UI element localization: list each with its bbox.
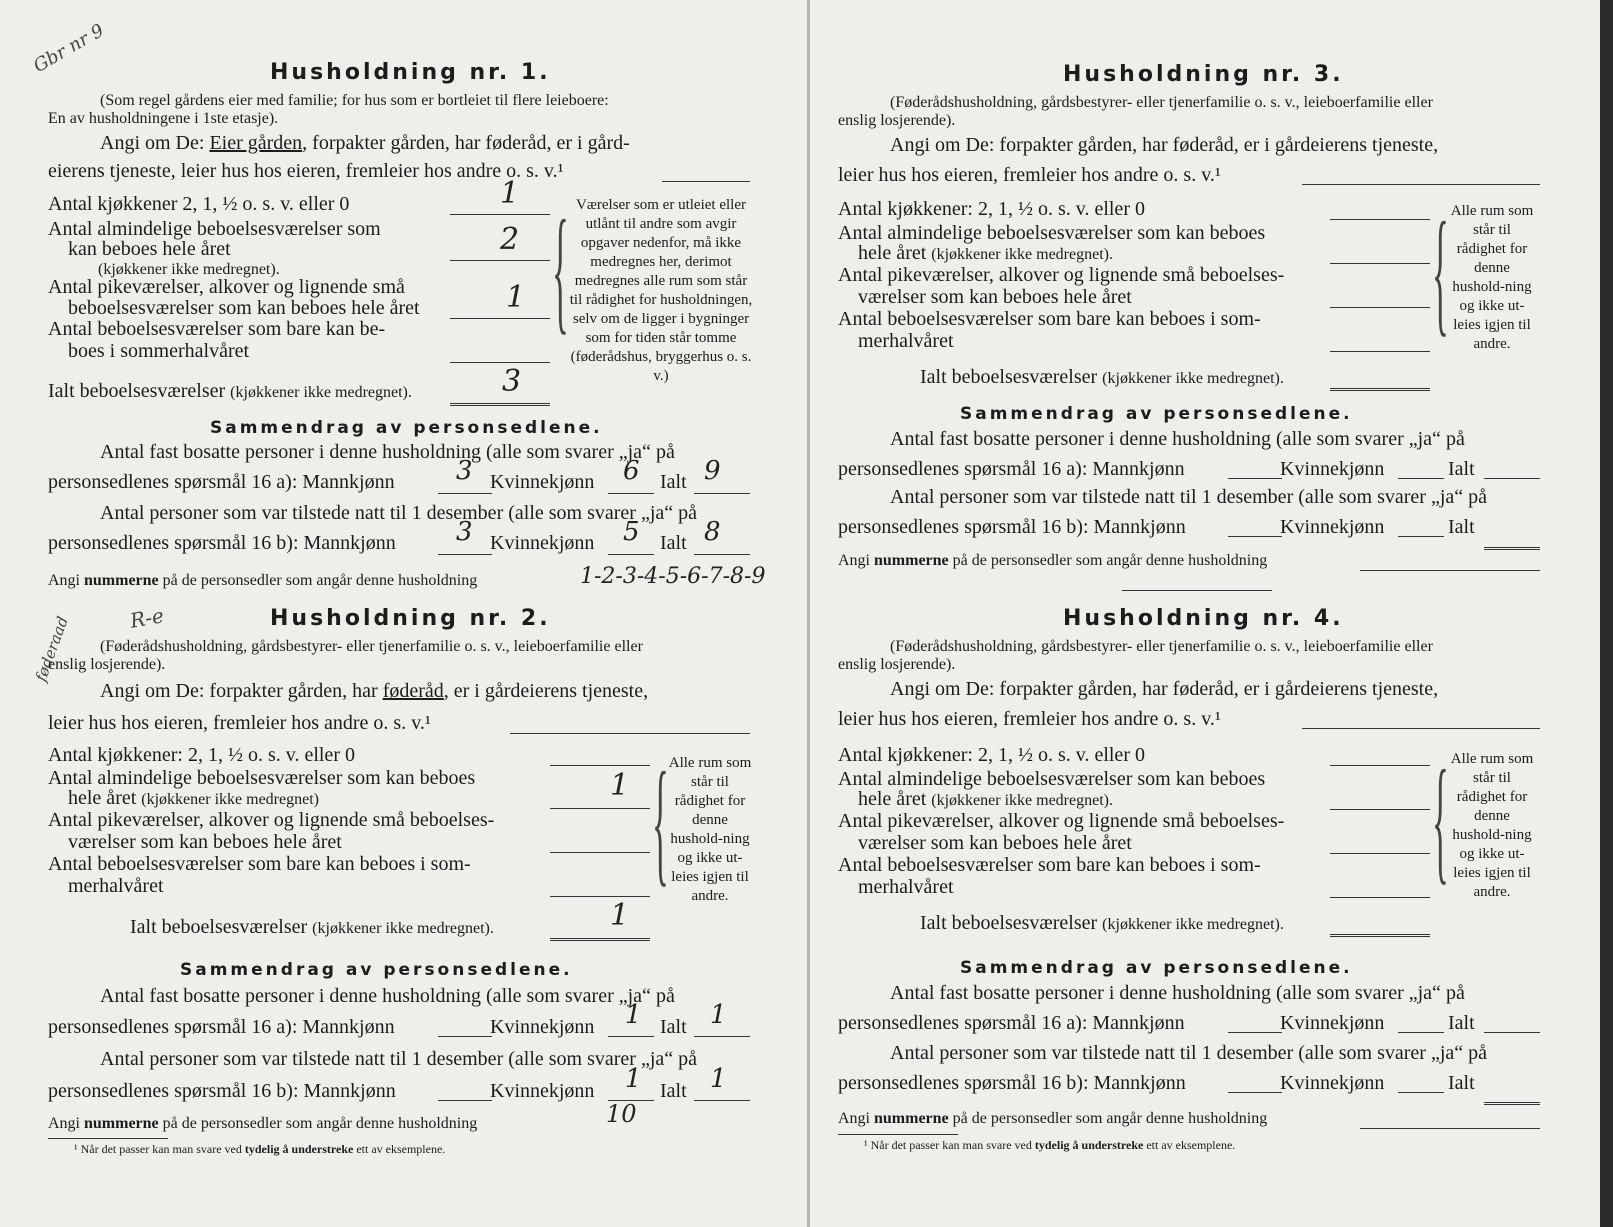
h1-ialt-value: 3: [502, 364, 522, 399]
h4-b-kvinne-line: [1398, 1092, 1444, 1093]
h3-fast2: personsedlenes spørsmål 16 a): Mannkjønn: [838, 458, 1185, 480]
h2-note2: enslig losjerende).: [48, 656, 166, 673]
h2-note: (Føderådshusholdning, gårdsbestyrer- eller tjenerfamilie o. s. v., leieboerfamilie eller: [100, 638, 643, 655]
h1-angi-blank: [662, 181, 750, 182]
h4-angi-blank: [1302, 728, 1540, 729]
h3-angi1: Angi om De: forpakter gården, har føderåd, er i gårdeierens tjeneste,: [890, 134, 1439, 156]
h4-fast2: personsedlenes spørsmål 16 a): Mannkjønn: [838, 1012, 1185, 1034]
h3-ialt-line: [1330, 388, 1430, 391]
h1-alm-line: [450, 260, 550, 261]
h2-alm3: (kjøkkener ikke medregnet): [141, 791, 319, 808]
h1-sammendrag: Sammendrag av personsedlene.: [210, 418, 603, 438]
h2-sammendrag: Sammendrag av personsedlene.: [180, 960, 573, 980]
h1-tilst2: personsedlenes spørsmål 16 b): Mannkjønn: [48, 532, 396, 554]
h3-alm3: (kjøkkener ikke medregnet).: [931, 246, 1113, 263]
h1-nummer-value: 1-2-3-4-5-6-7-8-9: [580, 564, 766, 589]
h2-pike2: værelser som kan beboes hele året: [68, 831, 342, 853]
h2-angi-blank: [510, 733, 750, 734]
h2-tilst2: personsedlenes spørsmål 16 b): Mannkjønn: [48, 1080, 396, 1102]
h2-nummer-pre: Angi: [48, 1115, 80, 1132]
h4-footnote-bold: tydelig å understreke: [1034, 1138, 1144, 1152]
h2-a-kvinne-label: Kvinnekjønn: [490, 1016, 595, 1038]
h3-a-ialt-line: [1484, 478, 1540, 479]
h2-tilst1: Antal personer som var tilstede natt til 1 desember (alle som svarer „ja“ på: [100, 1048, 698, 1070]
h2-footnote-post: ett av eksemplene.: [356, 1142, 446, 1156]
h2-nummer-bold: nummerne: [84, 1115, 159, 1132]
h4-tilst2: personsedlenes spørsmål 16 b): Mannkjønn: [838, 1072, 1186, 1094]
h2-ialt-value: 1: [610, 898, 630, 933]
h4-b-mann-line: [1228, 1092, 1282, 1093]
h3-alm1: Antal almindelige beboelsesværelser som kan beboes: [838, 222, 1266, 244]
h1-a-mann-line: [438, 493, 492, 494]
h2-angi-line: [100, 680, 648, 703]
h4-brace: {: [1432, 742, 1449, 897]
h3-sammendrag: Sammendrag av personsedlene.: [960, 404, 1353, 424]
h1-angi-answer: Eier gården: [209, 132, 303, 154]
h3-kjokkener-label: Antal kjøkkener: 2, 1, ½ o. s. v. eller 0: [838, 198, 1145, 220]
h1-a-kvinne: 6: [623, 456, 640, 486]
h3-pike2: værelser som kan beboes hele året: [858, 286, 1132, 308]
h4-nummer-post: på de personsedler som angår denne husholdning: [952, 1110, 1268, 1127]
h1-nummer-line: [48, 572, 477, 590]
h3-nummer-line: [838, 552, 1267, 570]
h2-ialt-line: [130, 916, 494, 939]
h1-ialt-note: (kjøkkener ikke medregnet).: [230, 384, 412, 401]
h1-ialt-label: Ialt beboelsesværelser: [48, 380, 226, 402]
h1-title: Husholdning nr. 1.: [270, 60, 551, 85]
h4-a-mann-line: [1228, 1032, 1282, 1033]
h1-pike1: Antal pikeværelser, alkover og lignende små: [48, 276, 405, 298]
h3-nummer-bold: nummerne: [874, 552, 949, 569]
h1-pike-value: 1: [506, 280, 526, 315]
h1-a-kvinne-line: [608, 493, 654, 494]
h1-kjokkener-label: Antal kjøkkener 2, 1, ½ o. s. v. eller 0: [48, 193, 350, 215]
h1-angi-line3: eierens tjeneste, leier hus hos eieren, fremleier hos andre o. s. v.¹: [48, 160, 564, 182]
h4-alm2-line: [858, 788, 1113, 811]
h4-footnote: [864, 1138, 1235, 1153]
h1-angi-line: [100, 132, 630, 155]
h4-angi1: Angi om De: forpakter gården, har føderåd, er i gårdeierens tjeneste,: [890, 678, 1439, 700]
h1-b-ialt-line: [694, 554, 750, 555]
h3-fast1: Antal fast bosatte personer i denne husholdning (alle som svarer „ja“ på: [890, 428, 1465, 450]
h1-kjokkener-line: [450, 214, 550, 215]
h4-a-ialt-label: Ialt: [1448, 1012, 1475, 1034]
h3-b-ialt-line: [1484, 547, 1540, 550]
h1-a-ialt-label: Ialt: [660, 471, 687, 493]
h1-nummer-pre: Angi: [48, 572, 80, 589]
h3-section-divider: [1122, 590, 1272, 591]
h4-b-ialt-label: Ialt: [1448, 1072, 1475, 1094]
h4-nummer-line: [838, 1110, 1267, 1128]
h3-nummer-line-blank: [1360, 570, 1540, 571]
h1-ialt-line: [450, 403, 550, 406]
h4-sommer-line: [1330, 897, 1430, 898]
h2-angi-rest: , er i gårdeierens tjeneste,: [443, 680, 649, 702]
h3-angi-blank: [1302, 184, 1540, 185]
h1-fast2: personsedlenes spørsmål 16 a): Mannkjønn: [48, 471, 395, 493]
h2-ialt-line: [550, 938, 650, 941]
h3-alm-line: [1330, 263, 1430, 264]
h1-b-mann: 3: [456, 517, 473, 547]
h4-sommer1: Antal beboelsesværelser som bare kan beboes i som-: [838, 854, 1261, 876]
h4-pike2: værelser som kan beboes hele året: [858, 832, 1132, 854]
h4-note: (Føderådshusholdning, gårdsbestyrer- eller tjenerfamilie o. s. v., leieboerfamilie eller: [890, 638, 1433, 655]
h2-title: Husholdning nr. 2.: [270, 606, 551, 631]
h2-fast1: Antal fast bosatte personer i denne husholdning (alle som svarer „ja“ på: [100, 985, 675, 1007]
h3-a-ialt-label: Ialt: [1448, 458, 1475, 480]
h1-note: (Som regel gårdens eier med familie; for hus som er bortleiet til flere leieboere:: [100, 92, 609, 109]
h3-b-kvinne-line: [1398, 536, 1444, 537]
h2-margin-mark: R-e: [128, 603, 166, 633]
h1-sommer2: boes i sommerhalvåret: [68, 340, 250, 362]
h4-sammendrag: Sammendrag av personsedlene.: [960, 958, 1353, 978]
h4-side-note: Alle rum som står til rådighet for denne hushold-ning og ikke ut-leies igjen til andre.: [1450, 751, 1534, 900]
h1-pike2: beboelsesværelser som kan beboes hele året: [68, 297, 420, 319]
h1-a-ialt: 9: [704, 456, 721, 486]
h1-note2: En av husholdningene i 1ste etasje).: [48, 110, 279, 127]
h1-pike-line: [450, 318, 550, 319]
h1-nummer-post: på de personsedler som angår denne husholdning: [162, 572, 478, 589]
h3-nummer-post: på de personsedler som angår denne husholdning: [952, 552, 1268, 569]
h2-angi-answer: føderåd: [382, 680, 444, 702]
h2-a-kvinne-line: [608, 1036, 654, 1037]
left-column: [40, 0, 800, 1227]
h4-footnote-pre: ¹ Når det passer kan man svare ved: [864, 1138, 1032, 1152]
h2-alm-value: 1: [610, 768, 630, 803]
h2-alm2: hele året: [68, 787, 137, 809]
h4-kjokkener-line: [1330, 765, 1430, 766]
h4-nummer-bold: nummerne: [874, 1110, 949, 1127]
margin-note-top-left: Gbr nr 9: [29, 20, 108, 77]
h1-alm1: Antal almindelige beboelsesværelser som: [48, 218, 381, 240]
h2-angi-line3: leier hus hos eieren, fremleier hos andre o. s. v.¹: [48, 712, 431, 734]
h4-pike-line: [1330, 853, 1430, 854]
h4-ialt-note: (kjøkkener ikke medregnet).: [1102, 916, 1284, 933]
h2-pike-line: [550, 852, 650, 853]
h3-alm2-line: [858, 242, 1113, 265]
h2-fast2: personsedlenes spørsmål 16 a): Mannkjønn: [48, 1016, 395, 1038]
h4-pike1: Antal pikeværelser, alkover og lignende små beboelses-: [838, 810, 1285, 832]
h3-a-mann-line: [1228, 478, 1282, 479]
h1-b-kvinne: 5: [623, 517, 640, 547]
h2-footnote-rule: [48, 1138, 168, 1139]
h4-b-kvinne-label: Kvinnekjønn: [1280, 1072, 1385, 1094]
h1-a-kvinne-label: Kvinnekjønn: [490, 471, 595, 493]
h1-angi-label: Angi om De:: [100, 132, 205, 154]
h4-a-ialt-line: [1484, 1032, 1540, 1033]
h4-alm1: Antal almindelige beboelsesværelser som kan beboes: [838, 768, 1266, 790]
h3-sommer1: Antal beboelsesværelser som bare kan beboes i som-: [838, 308, 1261, 330]
h2-kjokkener-line: [550, 765, 650, 766]
h4-alm2: hele året: [858, 788, 927, 810]
margin-note-left-side: føderaad: [31, 614, 72, 684]
h2-kjokkener-label: Antal kjøkkener: 2, 1, ½ o. s. v. eller 0: [48, 744, 355, 766]
h3-note: (Føderådshusholdning, gårdsbestyrer- eller tjenerfamilie o. s. v., leieboerfamilie eller: [890, 94, 1433, 111]
h2-b-kvinne-label: Kvinnekjønn: [490, 1080, 595, 1102]
h1-alm3: (kjøkkener ikke medregnet).: [98, 261, 280, 278]
h1-a-ialt-line: [694, 493, 750, 494]
h1-side-note: Værelser som er utleiet eller utlånt til andre som avgir opgaver nedenfor, må ikke medregnes her, derimot medregnes alle rum som står til rådighet for husholdningen, selv om de ligger i bygninger som for tiden står tomme (føderådshus, bryggerhus o. s. v.): [569, 197, 753, 384]
h3-tilst2: personsedlenes spørsmål 16 b): Mannkjønn: [838, 516, 1186, 538]
h4-nummer-line-blank: [1360, 1128, 1540, 1129]
h2-b-ialt-label: Ialt: [660, 1080, 687, 1102]
h2-b-mann-line: [438, 1100, 492, 1101]
h3-tilst1: Antal personer som var tilstede natt til 1 desember (alle som svarer „ja“ på: [890, 486, 1488, 508]
h4-nummer-pre: Angi: [838, 1110, 870, 1127]
h1-alm2: kan beboes hele året: [68, 238, 231, 260]
h4-kjokkener-label: Antal kjøkkener: 2, 1, ½ o. s. v. eller 0: [838, 744, 1145, 766]
h1-tilst1: Antal personer som var tilstede natt til 1 desember (alle som svarer „ja“ på: [100, 502, 698, 524]
right-column: [830, 0, 1590, 1227]
h1-angi-rest: , forpakter gården, har føderåd, er i gård-: [302, 132, 630, 154]
h2-angi-label: Angi om De: forpakter gården, har: [100, 680, 378, 702]
h4-ialt-line: [1330, 934, 1430, 937]
h2-nummer-value: 10: [606, 1100, 637, 1128]
h2-a-ialt: 1: [710, 1000, 727, 1030]
h3-brace: {: [1432, 194, 1449, 349]
h3-alm2: hele året: [858, 242, 927, 264]
h3-side-note: Alle rum som står til rådighet for denne hushold-ning og ikke ut-leies igjen til andre.: [1450, 203, 1534, 352]
h2-side-note: Alle rum som står til rådighet for denne hushold-ning og ikke ut-leies igjen til andre.: [668, 755, 752, 904]
h2-a-kvinne: 1: [625, 1000, 642, 1030]
h3-ialt-label: Ialt beboelsesværelser: [920, 366, 1098, 388]
h3-b-ialt-label: Ialt: [1448, 516, 1475, 538]
h2-ialt-note: (kjøkkener ikke medregnet).: [312, 920, 494, 937]
h2-b-kvinne: 1: [625, 1064, 642, 1094]
h3-kjokkener-line: [1330, 219, 1430, 220]
h4-footnote-rule: [838, 1134, 958, 1135]
h4-angi3: leier hus hos eieren, fremleier hos andre o. s. v.¹: [838, 708, 1221, 730]
h1-b-mann-line: [438, 554, 492, 555]
h2-footnote-bold: tydelig å understreke: [244, 1142, 354, 1156]
h2-footnote-pre: ¹ Når det passer kan man svare ved: [74, 1142, 242, 1156]
h3-nummer-pre: Angi: [838, 552, 870, 569]
h2-nummer-line: [48, 1115, 477, 1133]
h2-alm2-line: [68, 787, 319, 810]
h2-sommer-line: [550, 896, 650, 897]
h1-b-ialt-label: Ialt: [660, 532, 687, 554]
h1-b-ialt: 8: [704, 517, 721, 547]
h1-ialt-line: [48, 380, 412, 403]
h3-note2: enslig losjerende).: [838, 112, 956, 129]
h2-ialt-label: Ialt beboelsesværelser: [130, 916, 308, 938]
h4-a-kvinne-line: [1398, 1032, 1444, 1033]
h4-fast1: Antal fast bosatte personer i denne husholdning (alle som svarer „ja“ på: [890, 982, 1465, 1004]
h3-pike-line: [1330, 307, 1430, 308]
h4-footnote-post: ett av eksemplene.: [1146, 1138, 1236, 1152]
h3-b-kvinne-label: Kvinnekjønn: [1280, 516, 1385, 538]
h3-title: Husholdning nr. 3.: [1063, 62, 1344, 87]
h4-a-kvinne-label: Kvinnekjønn: [1280, 1012, 1385, 1034]
h2-a-ialt-label: Ialt: [660, 1016, 687, 1038]
h4-tilst1: Antal personer som var tilstede natt til 1 desember (alle som svarer „ja“ på: [890, 1042, 1488, 1064]
h1-nummer-bold: nummerne: [84, 572, 159, 589]
h2-nummer-post: på de personsedler som angår denne husholdning: [162, 1115, 478, 1132]
h4-ialt-line: [920, 912, 1284, 935]
h1-kjokkener-value: 1: [500, 176, 520, 211]
h4-ialt-label: Ialt beboelsesværelser: [920, 912, 1098, 934]
h2-alm-line: [550, 808, 650, 809]
h1-fast1: Antal fast bosatte personer i denne husholdning (alle som svarer „ja“ på: [100, 441, 675, 463]
h1-alm-value: 2: [500, 222, 520, 257]
h1-sommer-line: [450, 362, 550, 363]
h3-pike1: Antal pikeværelser, alkover og lignende små beboelses-: [838, 264, 1285, 286]
h1-brace: {: [552, 192, 569, 347]
page-edge: [1600, 0, 1613, 1227]
h2-a-mann-line: [438, 1036, 492, 1037]
h4-alm3: (kjøkkener ikke medregnet).: [931, 792, 1113, 809]
h2-sommer2: merhalvåret: [68, 875, 164, 897]
h3-sommer-line: [1330, 351, 1430, 352]
h3-angi3: leier hus hos eieren, fremleier hos andre o. s. v.¹: [838, 164, 1221, 186]
h4-alm-line: [1330, 809, 1430, 810]
h2-sommer1: Antal beboelsesværelser som bare kan beboes i som-: [48, 853, 471, 875]
h3-b-mann-line: [1228, 536, 1282, 537]
h4-sommer2: merhalvåret: [858, 876, 954, 898]
h4-title: Husholdning nr. 4.: [1063, 606, 1344, 631]
h3-a-kvinne-line: [1398, 478, 1444, 479]
h2-b-ialt: 1: [710, 1064, 727, 1094]
h2-a-ialt-line: [694, 1036, 750, 1037]
h2-alm1: Antal almindelige beboelsesværelser som kan beboes: [48, 767, 476, 789]
h2-b-ialt-line: [694, 1100, 750, 1101]
h1-sommer1: Antal beboelsesværelser som bare kan be-: [48, 318, 386, 340]
h1-b-kvinne-label: Kvinnekjønn: [490, 532, 595, 554]
h2-footnote: [74, 1142, 445, 1157]
h4-b-ialt-line: [1484, 1102, 1540, 1105]
h2-pike1: Antal pikeværelser, alkover og lignende små beboelses-: [48, 809, 495, 831]
h3-sommer2: merhalvåret: [858, 330, 954, 352]
h3-ialt-note: (kjøkkener ikke medregnet).: [1102, 370, 1284, 387]
h3-a-kvinne-label: Kvinnekjønn: [1280, 458, 1385, 480]
h4-note2: enslig losjerende).: [838, 656, 956, 673]
page-fold: [807, 0, 810, 1227]
h1-a-mann: 3: [456, 456, 473, 486]
h2-brace: {: [652, 744, 669, 899]
h1-b-kvinne-line: [608, 554, 654, 555]
h3-ialt-line: [920, 366, 1284, 389]
